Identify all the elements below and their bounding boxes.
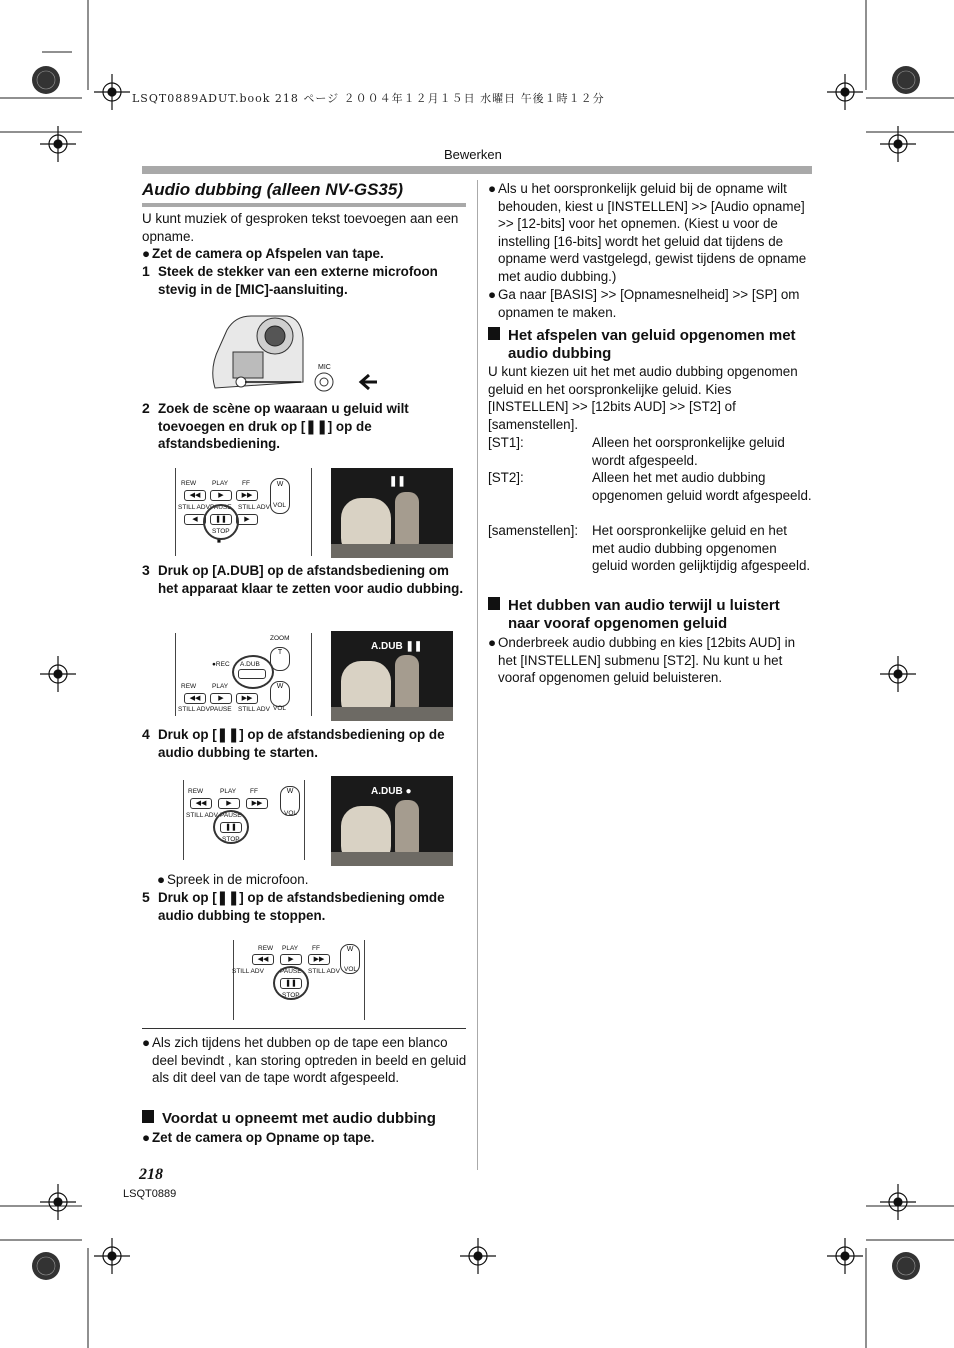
screen-photo-2: [331, 631, 453, 721]
osd-label-1: ❚❚: [389, 476, 406, 487]
playback-text: U kunt kiezen uit het met audio dubbing opgenomen geluid en het oorspronkelijke geluid. Kies [INSTELLEN] >> [12bits AUD] >> [ST2] of [samenstellen].: [488, 364, 798, 432]
page-number: 218: [139, 1166, 163, 1183]
remote-illustration-2: ●REC A.DUB REW PLAY ◀◀ ▶ ▶▶ STILL ADV PAUSE STILL ADV ZOOM T W VOL: [175, 633, 312, 716]
step-4: 4 Druk op [❚❚] op de afstandsbediening op de audio dubbing te starten.: [142, 726, 445, 760]
speak-bullet: ● Spreek in de microfoon.: [157, 872, 309, 887]
sub-heading-before: Voordat u opneemt met audio dubbing: [142, 1110, 472, 1128]
option-samenstellen: [samenstellen]: Het oorspronkelijke geluid en het met audio dubbing opgenomen geluid worden gelijktijdig afgespeeld.: [488, 523, 811, 574]
screen-photo-1: [331, 468, 453, 558]
option-st1: [ST1]: Alleen het oorspronkelijke geluid wordt afgespeeld.: [488, 435, 785, 468]
note-rule: [142, 1028, 466, 1029]
step-5: 5 Druk op [❚❚] op de afstandsbediening omde audio dubbing te stoppen.: [142, 889, 445, 923]
remote-illustration-4: REW PLAY FF ◀◀ ▶ ▶▶ STILL ADV PAUSE STILL ADV ❚❚ STOP W VOL: [233, 940, 365, 1020]
doc-code: LSQT0889: [123, 1188, 177, 1200]
square-bullet-icon: [488, 597, 500, 610]
remote-illustration-1: REW PLAY FF ◀◀ ▶ ▶▶ STILL ADV PAUSE STILL ADV ◀ ❚❚ ▶ STOP ■ W VOL: [175, 468, 312, 556]
step-2: 2 Zoek de scène op waaraan u geluid wilt toevoegen en druk op [❚❚] op de afstandsbediening.: [142, 400, 409, 452]
remote-illustration-3: REW PLAY FF ◀◀ ▶ ▶▶ STILL ADV PAUSE ❚❚ STOP W VOL: [183, 780, 305, 860]
heading-listen: Het dubben van audio terwijl u luistert naar vooraf opgenomen geluid: [488, 597, 813, 633]
section-label: Bewerken: [444, 147, 502, 162]
mic-label: MIC: [318, 364, 331, 371]
column-divider: [477, 180, 478, 1170]
square-bullet-icon: [488, 327, 500, 340]
option-st2: [ST2]: Alleen het met audio dubbing opgenomen geluid wordt afgespeeld.: [488, 470, 812, 503]
right-bullet-2: ● Ga naar [BASIS] >> [Opnamesnelheid] >> [SP] om opnamen te maken.: [488, 287, 800, 320]
square-bullet-icon: [142, 1110, 154, 1123]
osd-label-2: A.DUB ❚❚: [371, 641, 423, 652]
section-bar: [142, 166, 812, 174]
sub-bullet: ● Zet de camera op Opname op tape.: [142, 1130, 375, 1145]
note-bullet: ● Als zich tijdens het dubben op de tape een blanco deel bevindt , kan storing optreden in beeld en geluid als dit deel van de tape wordt afgespeeld.: [142, 1035, 467, 1086]
audio-options-list: [488, 434, 813, 575]
right-bullet-3: ● Onderbreek audio dubbing en kies [12bits AUD] in het [INSTELLEN] submenu [ST2]. Nu kunt u het vooraf opgenomen geluid beluisteren.: [488, 635, 796, 686]
intro-text: U kunt muziek of gesproken tekst toevoegen aan een opname.: [142, 211, 459, 244]
page-title: Audio dubbing (alleen NV-GS35): [142, 180, 403, 199]
step-3: 3 Druk op [A.DUB] op de afstandsbediening om het apparaat klaar te zetten voor audio dubbing.: [142, 562, 464, 596]
print-header: LSQT0889ADUT.book 218 ページ ２００４年１２月１５日 水曜日 午後１時１２分: [132, 92, 605, 105]
screen-photo-3: [331, 776, 453, 866]
step-1: 1 Steek de stekker van een externe microfoon stevig in de [MIC]-aansluiting.: [142, 263, 438, 297]
right-bullet-1: ● Als u het oorspronkelijk geluid bij de opname wilt behouden, kiest u [INSTELLEN] >> [Audio opname] >> [12-bits] voor het opnemen. (Kiest u voor de instelling [16-bits] wordt het geluid dat tijdens de opname werd vastgelegd, gewist tijdens de opname met audio dubbing.): [488, 181, 807, 284]
pre-bullet: ● Zet de camera op Afspelen van tape.: [142, 246, 384, 261]
camera-mic-illustration: [205, 308, 395, 394]
osd-label-3: A.DUB ●: [371, 786, 412, 797]
title-rule: [142, 203, 466, 207]
heading-playback: Het afspelen van geluid opgenomen met audio dubbing: [488, 327, 813, 363]
